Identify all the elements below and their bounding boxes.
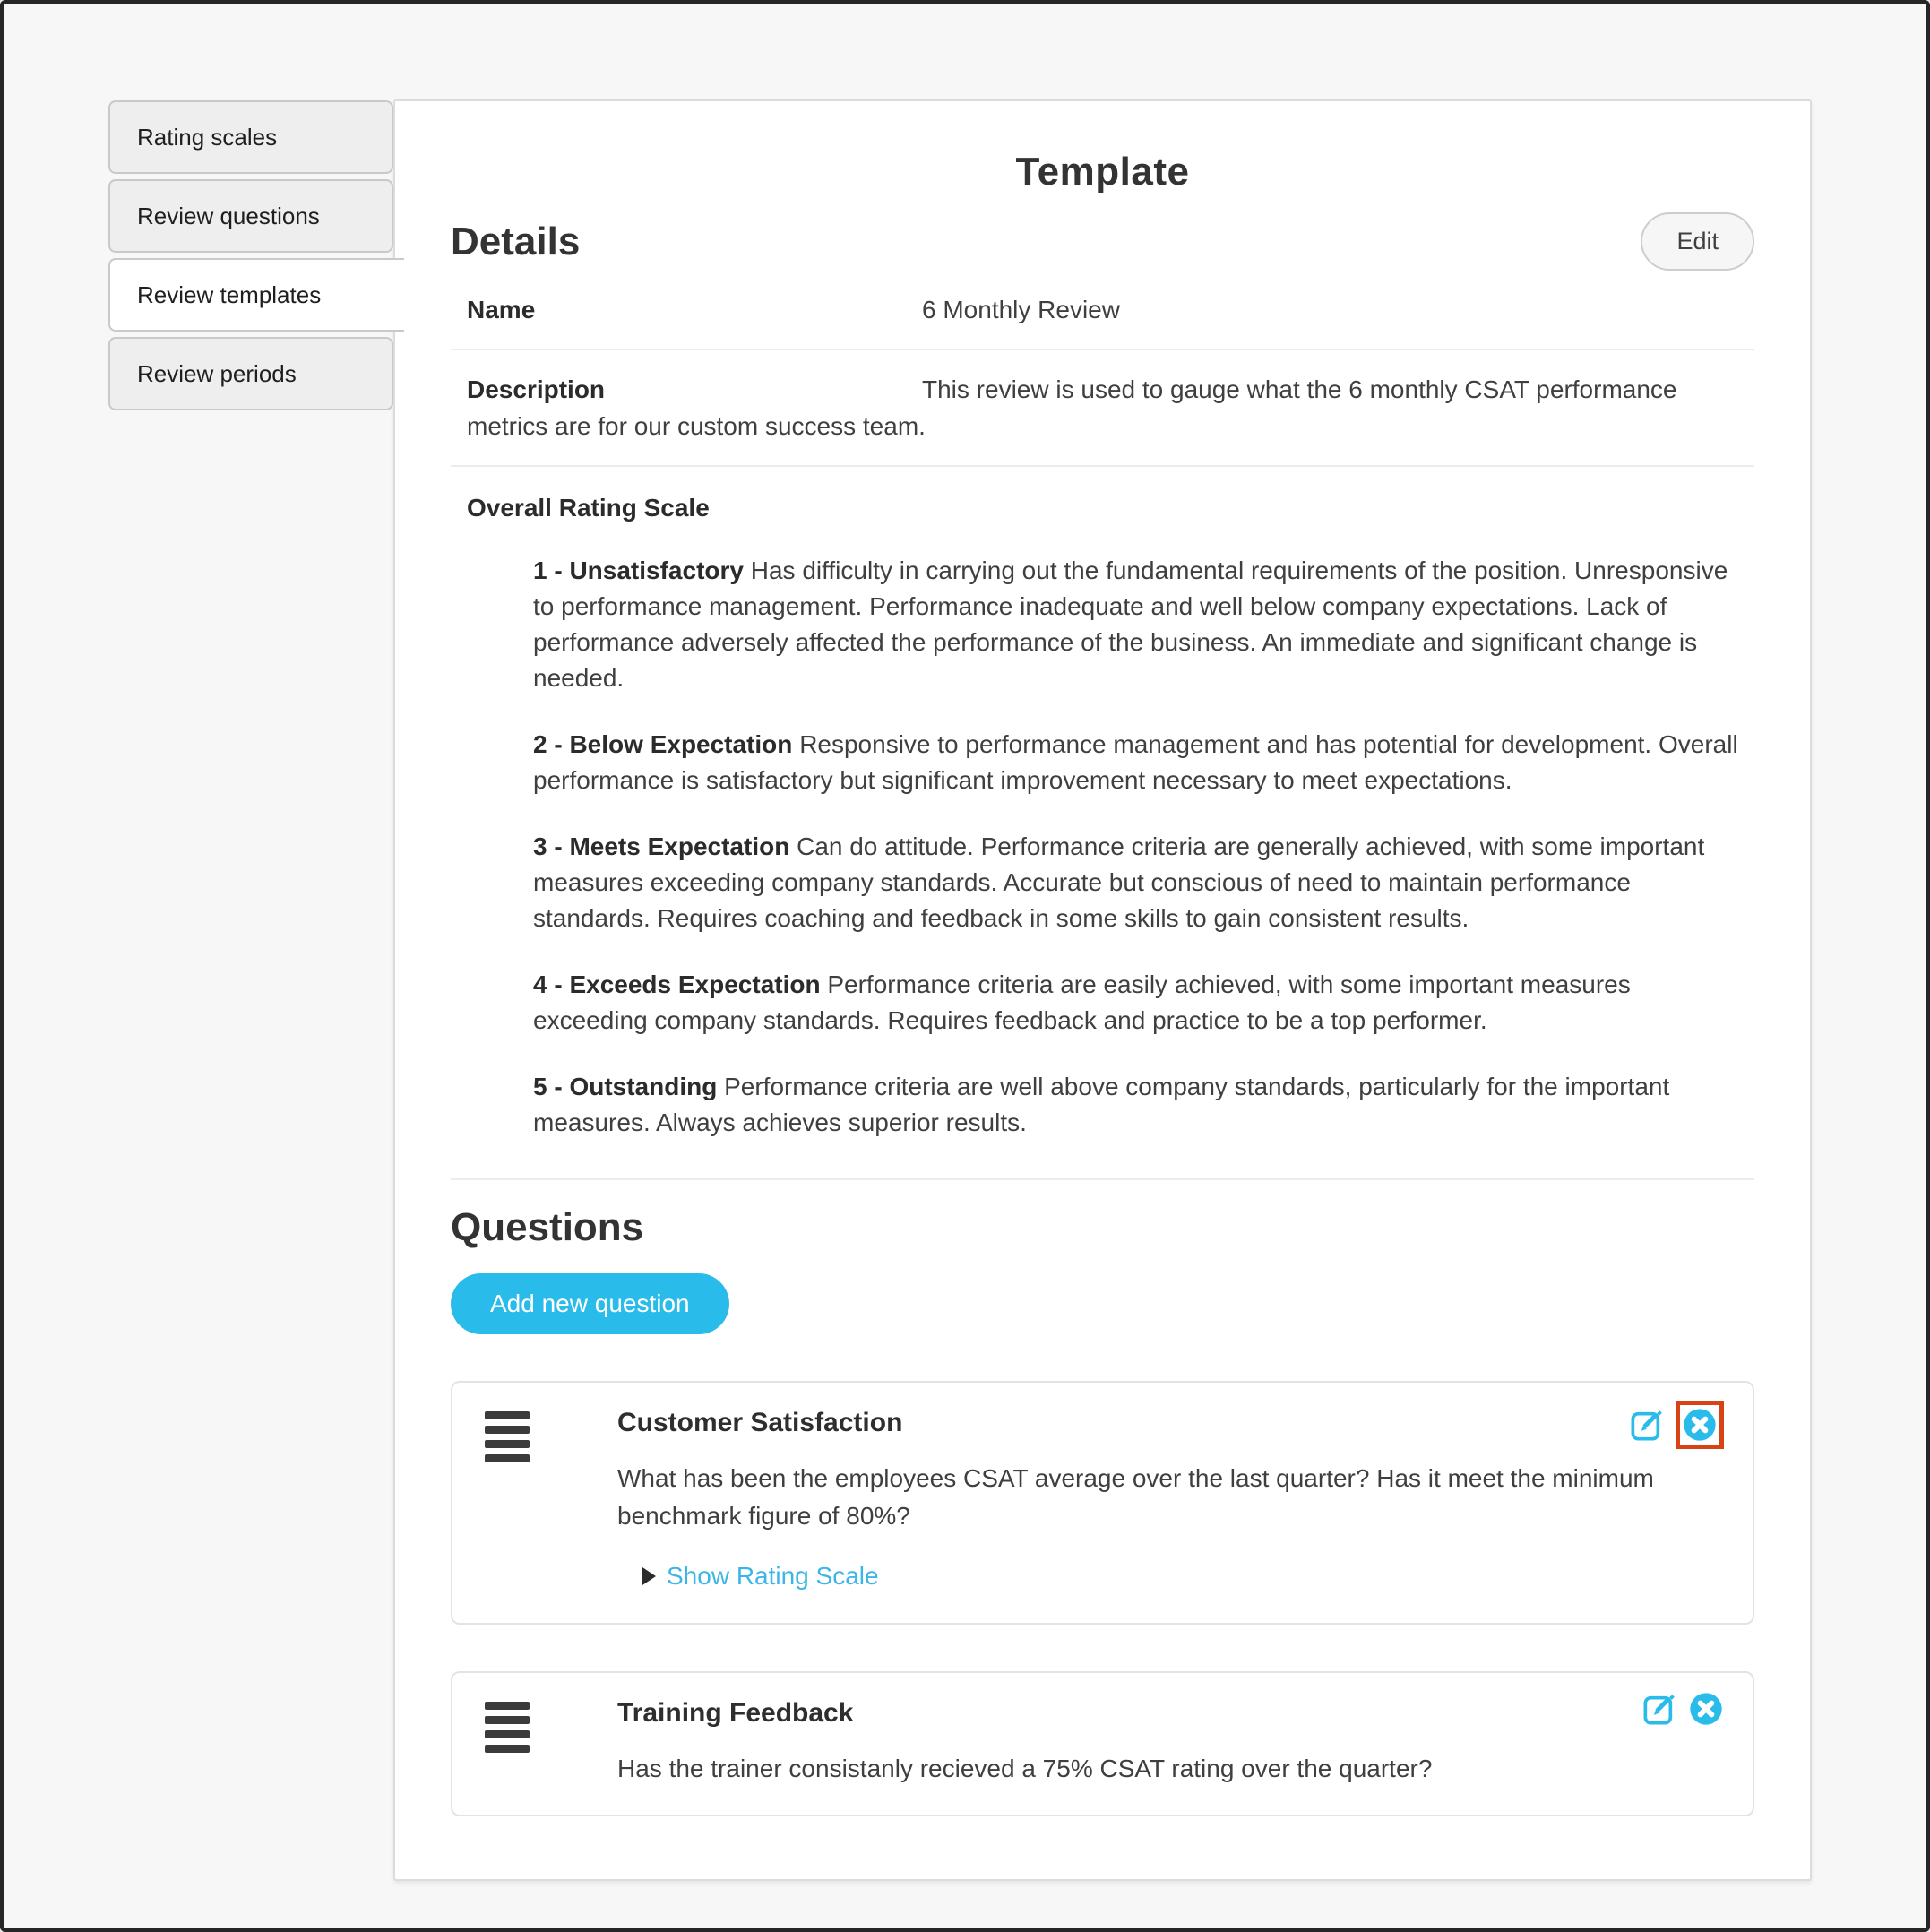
rating-scale-item-1 (533, 553, 1743, 696)
rating-scale-item-1-label: 1 - Unsatisfactory (533, 556, 744, 584)
rating-scale-item-5 (533, 1069, 1743, 1141)
page-title: Template (1015, 150, 1190, 194)
question-body (617, 1693, 1720, 1788)
sidebar-tab-review-questions[interactable]: Review questions (108, 179, 393, 253)
question-body (617, 1402, 1720, 1596)
edit-question-icon[interactable] (1629, 1407, 1665, 1443)
question-title: Training Feedback (617, 1698, 854, 1728)
question-text: What has been the employees CSAT average over the last quarter? Has it meet the minimum benchmark figure of 80%? (617, 1464, 1654, 1530)
name-label: Name (467, 296, 536, 323)
sidebar-tab-review-periods[interactable]: Review periods (108, 337, 393, 410)
sidebar (108, 100, 404, 416)
overall-rating-scale-label: Overall Rating Scale (467, 494, 710, 522)
show-rating-scale-link[interactable] (642, 1562, 1720, 1591)
edit-button[interactable]: Edit (1641, 212, 1754, 271)
description-label: Description (467, 375, 606, 403)
sidebar-tab-rating-scales[interactable]: Rating scales (108, 100, 393, 174)
question-title: Customer Satisfaction (617, 1408, 903, 1437)
delete-question-icon[interactable] (1688, 1691, 1724, 1727)
sidebar-tab-review-templates[interactable]: Review templates (108, 258, 404, 332)
drag-handle-icon[interactable] (485, 1411, 530, 1596)
action-highlight-box (1676, 1401, 1724, 1449)
rating-scale-item-3 (533, 829, 1743, 936)
name-value: 6 Monthly Review (922, 296, 1120, 323)
overall-rating-scale-section (451, 467, 1754, 1180)
rating-scale-item-4 (533, 967, 1743, 1039)
triangle-right-icon (642, 1567, 656, 1585)
name-row (451, 271, 1754, 350)
question-card-training-feedback (451, 1671, 1754, 1816)
description-value: This review is used to gauge what the 6 monthly CSAT performance metrics are for our custom success team. (467, 375, 1677, 440)
rating-scale-item-2-label: 2 - Below Expectation (533, 730, 793, 758)
rating-scale-item-2-text: Responsive to performance management and has potential for development. Overall performance is satisfactory but significant improvement necessary to meet expectations. (533, 730, 1738, 794)
description-row (451, 350, 1754, 467)
questions-heading: Questions (451, 1205, 644, 1249)
edit-question-icon[interactable] (1641, 1691, 1677, 1727)
rating-scale-item-3-text: Can do attitude. Performance criteria are generally achieved, with some important measures exceeding company standards. Accurate but conscious of need to maintain performance standards. Requires coaching and feedback in some skills to gain consistent results. (533, 832, 1705, 932)
delete-question-icon[interactable] (1682, 1407, 1718, 1443)
rating-scale-item-5-label: 5 - Outstanding (533, 1073, 718, 1100)
rating-scale-item-1-text: Has difficulty in carrying out the fundamental requirements of the position. Unresponsive to performance management. Performance inadequate and well below company expectations. Lack of performance adversely affected the performance of the business. An immediate and significant change is needed. (533, 556, 1728, 692)
add-new-question-button[interactable]: Add new question (451, 1273, 729, 1334)
template-panel (393, 99, 1812, 1881)
rating-scale-item-4-text: Performance criteria are easily achieved, with some important measures exceeding company standards. Requires feedback and practice to be a top performer. (533, 970, 1631, 1034)
details-header (451, 212, 1754, 271)
question-text: Has the trainer consistanly recieved a 75% CSAT rating over the quarter? (617, 1755, 1433, 1782)
rating-scale-item-5-text: Performance criteria are well above company standards, particularly for the important measures. Always achieves superior results. (533, 1073, 1670, 1136)
question-actions (1629, 1401, 1724, 1449)
rating-scale-item-4-label: 4 - Exceeds Expectation (533, 970, 821, 998)
rating-scale-item-2 (533, 727, 1743, 798)
drag-handle-icon[interactable] (485, 1702, 530, 1788)
show-rating-scale-label: Show Rating Scale (667, 1562, 879, 1590)
details-heading: Details (451, 219, 581, 263)
rating-scale-item-3-label: 3 - Meets Expectation (533, 832, 790, 860)
question-card-customer-satisfaction (451, 1381, 1754, 1625)
question-actions (1641, 1691, 1724, 1727)
